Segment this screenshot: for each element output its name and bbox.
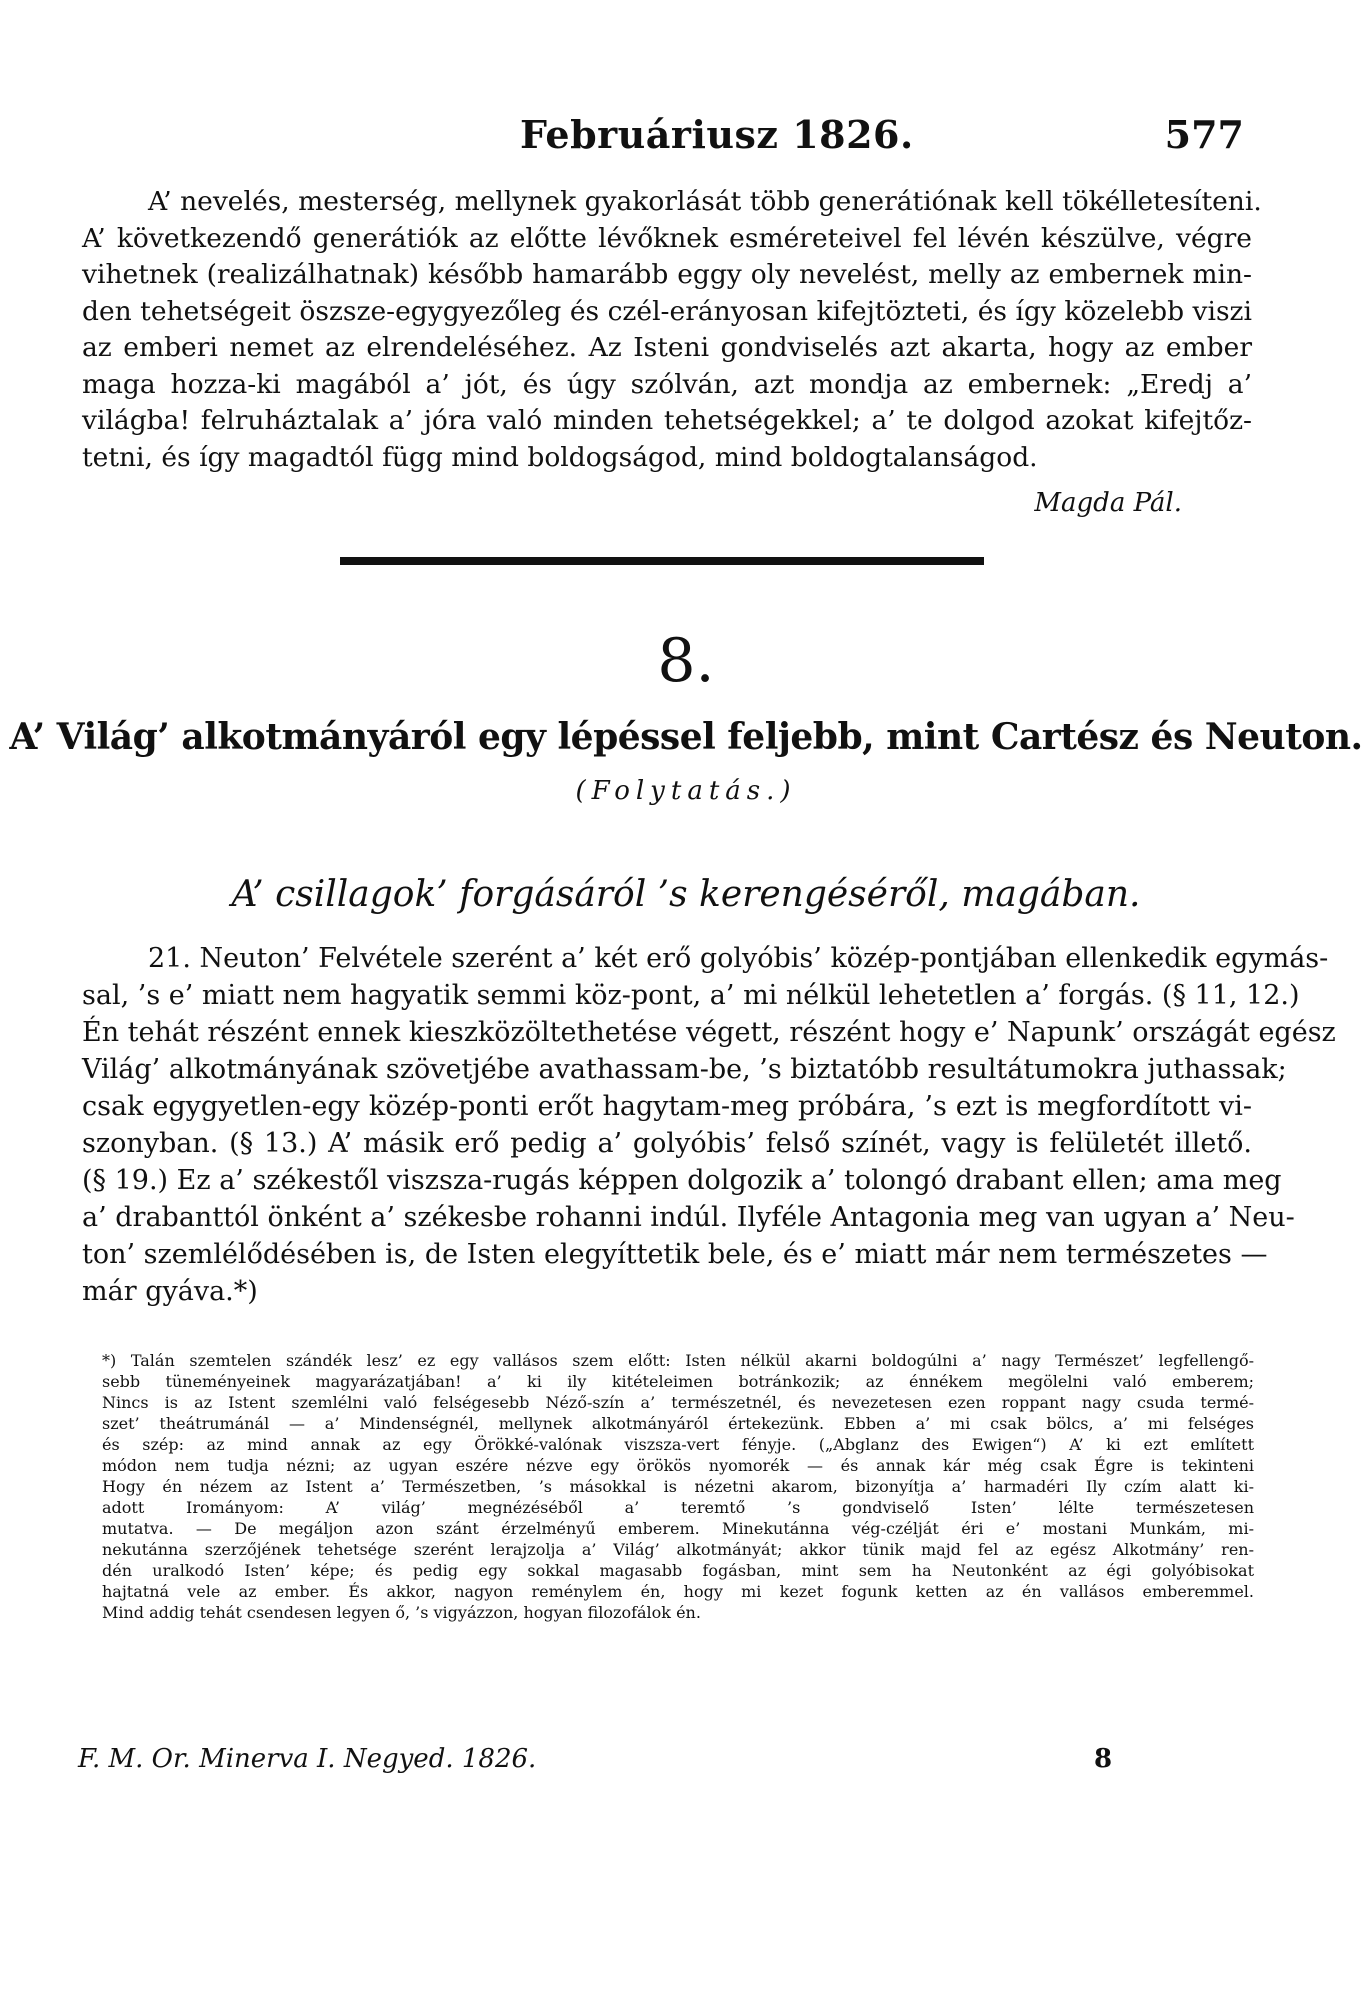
paragraph-line: ton’ szemlélődésében is, de Isten elegyíttetik bele, és e’ miatt már nem természetes — xyxy=(82,1239,1268,1270)
paragraph-line: a’ drabanttól önként a’ székesbe rohanni indúl. Ilyféle Antagonia meg van ugyan a’ Neu- xyxy=(82,1202,1295,1233)
header-title: Februáriusz 1826. xyxy=(520,112,914,157)
footnote-line: Nincs is az Istent szemlélni való felségesebb Néző-szín a’ természetnél, és nevezetesen ezen roppant nagy csuda termé- xyxy=(102,1393,1254,1412)
paragraph-line: csak egygyetlen-egy közép-ponti erőt hagytam-meg próbára, ’s ezt is megfordított vi- xyxy=(82,1091,1252,1122)
paragraph-1 xyxy=(82,184,1262,476)
footnote-line: adott Irományom: A’ világ’ megnézéséből a’ teremtő ’s gondviselő Isten’ lélte természetesen xyxy=(102,1498,1254,1517)
footnote-line: Mind addig tehát csendesen legyen ő, ’s vigyázzon, hogyan filozofálok én. xyxy=(102,1603,701,1622)
signature-mark: 8 xyxy=(1094,1744,1113,1774)
footnote-line: módon nem tudja nézni; az ugyan eszére nézve egy örökös nyomorék — és annak kár még csak Égre is tekinteni xyxy=(102,1456,1254,1475)
paragraph-line: már gyáva.*) xyxy=(82,1276,258,1307)
footnote-line: nekutánna szerzőjének tehetsége szerént lerajzolja a’ Világ’ alkotmányát; akkor tünik majd fel az egész Alkotmány’ ren- xyxy=(102,1540,1254,1559)
paragraph-line: világba! felruháztalak a’ jóra való minden tehetségekkel; a’ te dolgod azokat kifejtőz- xyxy=(82,405,1252,436)
paragraph-line: A’ nevelés, mesterség, mellynek gyakorlását több generátiónak kell tökélletesíteni. xyxy=(148,186,1262,217)
paragraph-line: az emberi nemet az elrendeléséhez. Az Isteni gondviselés azt akarta, hogy az ember xyxy=(82,332,1252,363)
footnote-line: sebb tüneményeinek magyarázatjában! a’ ki ily kitételeimen botránkozik; az énnékem megölelni való emberem; xyxy=(102,1372,1254,1391)
paragraph-line: maga hozza-ki magából a’ jót, és úgy szólván, azt mondja az embernek: „Eredj a’ xyxy=(82,368,1252,400)
footnote-line: Hogy én nézem az Istent a’ Természetben, ’s másokkal is nézetni akarom, bizonyítja a’ harmadéri Ily czím alatt ki- xyxy=(102,1477,1254,1496)
paragraph-line: tetni, és így magadtól függ mind boldogságod, mind boldogtalanságod. xyxy=(82,441,1038,473)
page-number: 577 xyxy=(1164,112,1244,157)
footnote-line: és szép: az mind annak az egy Örökké-valónak viszsza-vert fényje. („Abglanz des Ewigen“) A’ ki ezt említett xyxy=(102,1435,1254,1454)
section-number: 8. xyxy=(657,626,715,696)
section-title: A’ Világ’ alkotmányáról egy lépéssel feljebb, mint Cartész és Neuton. xyxy=(9,716,1363,758)
footnote-line: hajtatná vele az ember. És akkor, nagyon reménylem én, hogy mi kezet fogunk ketten az én vallásos emberemmel. xyxy=(102,1582,1254,1601)
section-subheading: A’ csillagok’ forgásáról ’s kerengéséről, magában. xyxy=(231,874,1141,915)
paragraph-line: sal, ’s e’ miatt nem hagyatik semmi köz-pont, a’ mi nélkül lehetetlen a’ forgás. (§ 11, 12.) xyxy=(82,980,1300,1011)
paragraph-line: szonyban. (§ 13.) A’ másik erő pedig a’ golyóbis’ felső színét, vagy is felületét illető. xyxy=(82,1128,1252,1159)
footnote-line: szet’ theátrumánál — a’ Mindenségnél, mellynek alkotmányáról értekezünk. Ebben a’ mi csak bölcs, a’ mi felséges xyxy=(102,1414,1254,1433)
footnote xyxy=(102,1350,1254,1623)
paragraph-line: Világ’ alkotmányának szövetjébe avathassam-be, ’s biztatóbb resultátumokra juthassak; xyxy=(82,1054,1287,1085)
paragraph-line: 21. Neuton’ Felvétele szerént a’ két erő golyóbis’ közép-pontjában ellenkedik egymás- xyxy=(148,943,1329,974)
paragraph-line: A’ következendő generátiók az előtte lévőknek esméreteivel fel lévén készülve, végre xyxy=(82,222,1252,254)
footnote-line: dén uralkodó Isten’ képe; és pedig egy sokkal magasabb fogásban, mint sem ha Neutonként az égi golyóbisokat xyxy=(102,1561,1254,1580)
author-signature: Magda Pál. xyxy=(1034,488,1182,518)
page-footer: F. M. Or. Minerva I. Negyed. 1826. xyxy=(78,1744,537,1774)
section-subtitle: (Folytatás.) xyxy=(575,776,797,806)
paragraph-line: vihetnek (realizálhatnak) később hamarább eggy oly nevelést, melly az embernek min- xyxy=(82,259,1252,290)
footnote-line: mutatva. — De megáljon azon szánt érzelményű emberem. Minekutánna vég-czélját éri e’ mostani Munkám, mi- xyxy=(102,1519,1254,1538)
paragraph-2 xyxy=(82,940,1336,1310)
paragraph-line: Én tehát részént ennek kieszközöltethetése végett, részént hogy e’ Napunk’ országát egész xyxy=(82,1017,1336,1048)
section-divider xyxy=(340,557,984,565)
footnote-line: *) Talán szemtelen szándék lesz’ ez egy vallásos szem előtt: Isten nélkül akarni boldogúlni a’ nagy Természet’ legfellengő- xyxy=(102,1351,1254,1370)
page-header xyxy=(100,112,1280,162)
paragraph-line: (§ 19.) Ez a’ székestől viszsza-rugás képpen dolgozik a’ tolongó drabant ellen; ama meg xyxy=(82,1165,1282,1196)
paragraph-line: den tehetségeit öszsze-egygyezőleg és czél-erányosan kifejtözteti, és így közelebb viszi xyxy=(82,295,1252,327)
